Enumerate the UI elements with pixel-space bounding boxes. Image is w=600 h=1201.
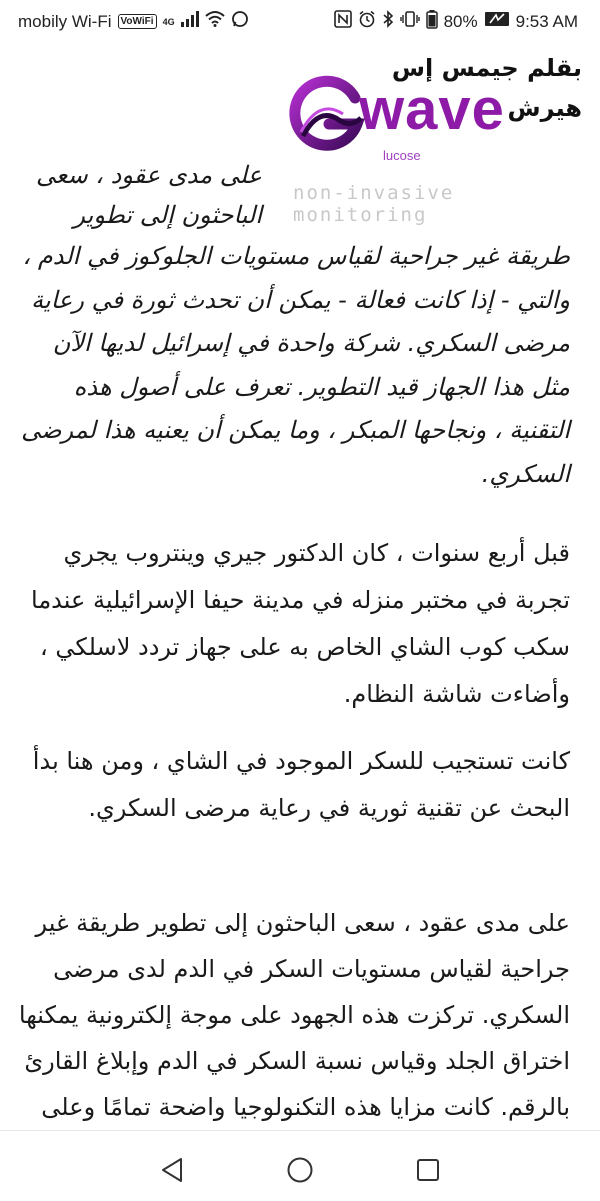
- logo-tagline: non-invasive monitoring: [293, 182, 455, 226]
- alarm-icon: [358, 10, 376, 33]
- vowifi-badge: VoWiFi: [118, 14, 157, 29]
- logo-subtitle: lucose: [383, 148, 421, 163]
- back-button[interactable]: [152, 1153, 192, 1187]
- system-navigation-bar: [0, 1130, 600, 1201]
- body-paragraph: على مدى عقود ، سعى الباحثون إلى تطوير طريقة غير جراحية لقياس مستويات السكر في الدم لدى مرضى السكري. تركزت هذه الجهود على موجة إلكترونية يمكنها اختراق الجلد وقياس نسبة السكر في الدم وإبلاغ القارئ بالرقم. كانت مزايا هذه التكنولوجيا واضحة تمامًا وعلى: [18, 909, 570, 1121]
- recent-square-icon: [416, 1158, 440, 1182]
- network-type: 4G: [162, 16, 175, 27]
- battery-icon: [426, 10, 438, 33]
- logo-wordmark: wave: [359, 77, 505, 142]
- home-button[interactable]: [280, 1153, 320, 1187]
- home-circle-icon: [286, 1156, 314, 1184]
- article-byline: بقلم جيمس إس هيرش: [391, 54, 582, 122]
- vibrate-icon: [400, 10, 420, 33]
- body-paragraph: قبل أربع سنوات ، كان الدكتور جيري وينتروب يجري تجربة في مختبر منزله في مدينة حيفا الإسرائيلية عندما سكب كوب الشاي الخاص به على جهاز تردد لاسلكي ، وأضاءت شاشة النظام.: [31, 539, 570, 708]
- signal-icon: [181, 11, 199, 32]
- wifi-icon: [205, 11, 225, 32]
- back-triangle-icon: [160, 1157, 184, 1183]
- intro-paragraph-lead: على مدى عقود ، سعى الباحثون إلى تطوير: [35, 161, 262, 229]
- status-bar: [0, 0, 600, 40]
- battery-percent: 80%: [443, 11, 478, 31]
- battery-saver-icon: [484, 11, 510, 32]
- article-content: [0, 40, 600, 1150]
- clock: 9:53 AM: [515, 11, 578, 31]
- bluetooth-icon: [382, 10, 394, 33]
- gwave-logo: [285, 70, 555, 226]
- body-paragraph: كانت تستجيب للسكر الموجود في الشاي ، ومن هنا بدأ البحث عن تقنية ثورية في رعاية مرضى السكري.: [32, 747, 570, 822]
- recent-apps-button[interactable]: [408, 1153, 448, 1187]
- whatsapp-icon: [231, 10, 249, 33]
- gwave-swirl-icon: [285, 76, 367, 158]
- carrier-label: mobily Wi-Fi: [18, 11, 112, 31]
- nfc-icon: [334, 10, 352, 33]
- intro-paragraph: طريقة غير جراحية لقياس مستويات الجلوكوز في الدم ، والتي - إذا كانت فعالة - يمكن أن تحدث ثورة في رعاية مرضى السكري. شركة واحدة في إسرائيل لديها الآن مثل هذا الجهاز قيد التطوير. تعرف على أصول هذه التقنية ، ونجاحها المبكر ، وما يمكن أن يعنيه هذا لمرضى السكري.: [21, 242, 570, 488]
